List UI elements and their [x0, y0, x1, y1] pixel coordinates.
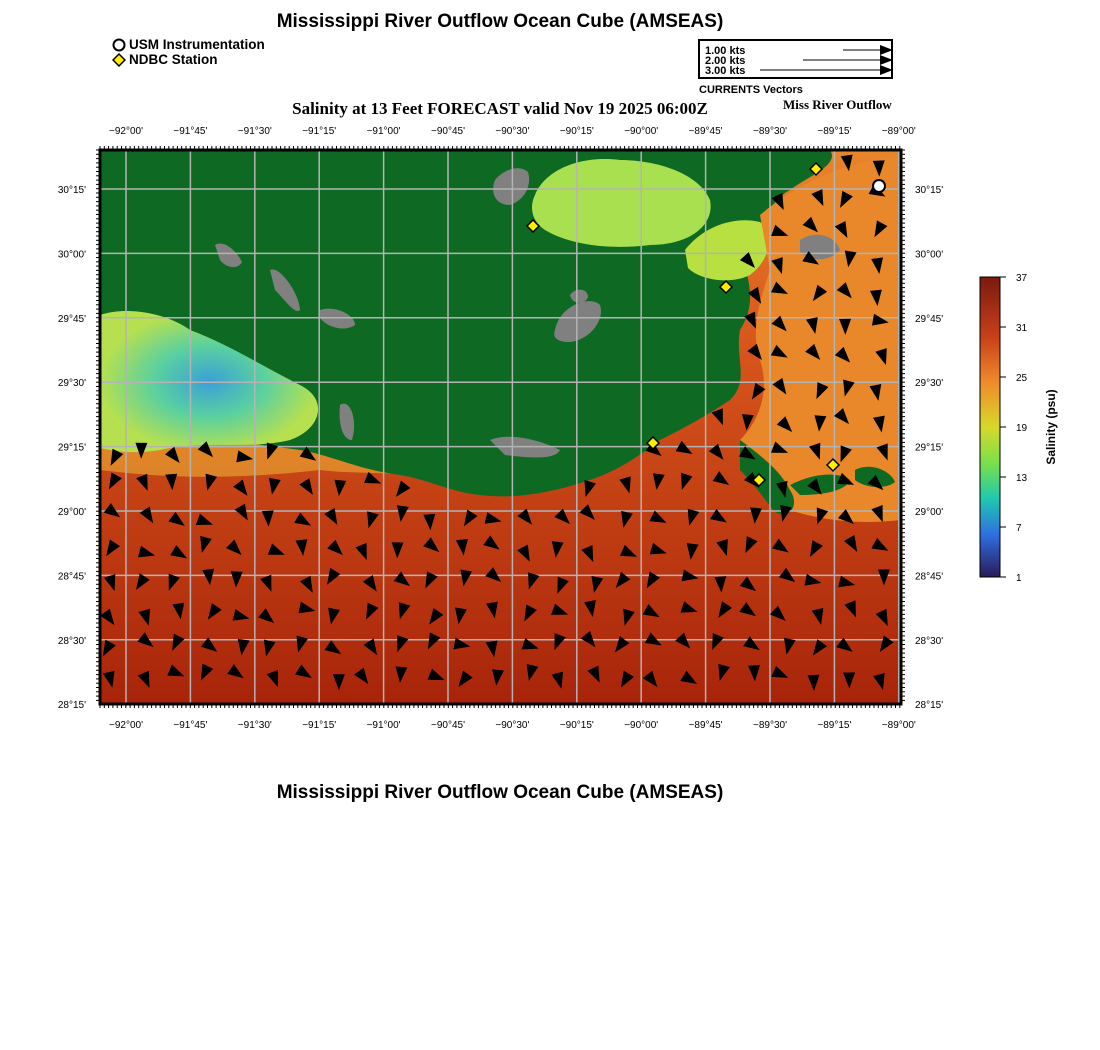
- map-title: Mississippi River Outflow Ocean Cube (AMSEAS): [276, 11, 724, 32]
- lon-label-top: −91°15': [302, 126, 337, 137]
- lon-label-top: −89°00': [881, 126, 916, 137]
- lat-label-right: 29°00': [915, 507, 944, 518]
- lon-label-top: −91°45': [173, 126, 208, 137]
- lon-label-top: −90°30': [495, 126, 530, 137]
- lon-label-top: −90°45': [431, 126, 465, 137]
- lat-label-left: 29°15': [57, 442, 86, 454]
- vector-label-3: 3.00 kts: [705, 65, 746, 77]
- legend-usm-label: USM Instrumentation: [129, 37, 265, 52]
- lon-label-bottom: −91°30': [237, 720, 272, 731]
- lat-label-left: 28°15': [57, 700, 86, 712]
- colorbar-tick-label: 19: [1016, 423, 1028, 434]
- colorbar-title: Salinity (psu): [1044, 389, 1058, 465]
- lon-label-top: −90°15': [559, 126, 594, 137]
- region-label: Miss River Outflow: [783, 97, 892, 112]
- lon-label-bottom: −91°00': [366, 720, 401, 731]
- lon-label-top: −92°00': [109, 126, 143, 137]
- lat-label-right: 28°15': [915, 700, 944, 712]
- lon-label-bottom: −89°45': [688, 720, 723, 731]
- lat-label-right: 29°30': [915, 378, 944, 390]
- colorbar-tick-label: 1: [1016, 573, 1022, 584]
- lat-label-left: 30°15': [57, 185, 86, 196]
- colorbar-tick-label: 13: [1016, 473, 1028, 484]
- vector-caption: CURRENTS Vectors: [699, 84, 803, 96]
- lon-label-bottom: −90°15': [559, 720, 594, 731]
- map-title-bottom: Mississippi River Outflow Ocean Cube (AMSEAS): [276, 782, 724, 803]
- lon-label-bottom: −89°15': [817, 720, 852, 731]
- lon-label-top: −91°00': [366, 126, 401, 137]
- lat-label-right: 29°45': [915, 313, 944, 325]
- lat-label-left: 29°30': [57, 378, 86, 390]
- lon-label-bottom: −91°15': [302, 720, 337, 731]
- lon-label-bottom: −91°45': [173, 720, 208, 731]
- lat-label-right: 28°30': [915, 635, 944, 647]
- colorbar-tick-label: 37: [1016, 273, 1028, 284]
- lon-label-top: −89°45': [688, 126, 723, 137]
- lat-label-left: 28°45': [57, 571, 86, 583]
- lat-label-right: 28°45': [915, 571, 944, 583]
- lon-label-top: −89°30': [753, 126, 787, 137]
- colorbar-scale: [980, 277, 1000, 577]
- legend-ndbc-label: NDBC Station: [129, 52, 218, 67]
- lat-label-left: 30°00': [57, 249, 86, 261]
- lon-label-bottom: −90°45': [431, 720, 465, 731]
- lat-label-left: 28°30': [57, 635, 86, 647]
- lat-label-left: 29°45': [57, 313, 86, 325]
- vector-label-2: 2.00 kts: [705, 55, 746, 67]
- colorbar-tick-label: 25: [1016, 373, 1028, 384]
- colorbar-tick-label: 7: [1016, 523, 1022, 534]
- lon-label-bottom: −89°00': [881, 720, 916, 731]
- lat-label-left: 29°00': [57, 507, 86, 518]
- colorbar-tick-label: 31: [1016, 323, 1028, 334]
- map-subtitle: Salinity at 13 Feet FORECAST valid Nov 19 2025 06:00Z: [292, 99, 708, 118]
- lon-label-bottom: −89°30': [753, 720, 787, 731]
- lon-label-bottom: −92°00': [109, 720, 143, 731]
- lat-label-right: 30°15': [915, 185, 944, 196]
- vector-label-1: 1.00 kts: [705, 45, 746, 57]
- lat-label-right: 29°15': [915, 442, 944, 454]
- lat-label-right: 30°00': [915, 249, 944, 261]
- lon-label-top: −89°15': [817, 126, 852, 137]
- lon-label-bottom: −90°30': [495, 720, 530, 731]
- lon-label-top: −90°00': [624, 126, 659, 137]
- lon-label-bottom: −90°00': [624, 720, 659, 731]
- lon-label-top: −91°30': [237, 126, 272, 137]
